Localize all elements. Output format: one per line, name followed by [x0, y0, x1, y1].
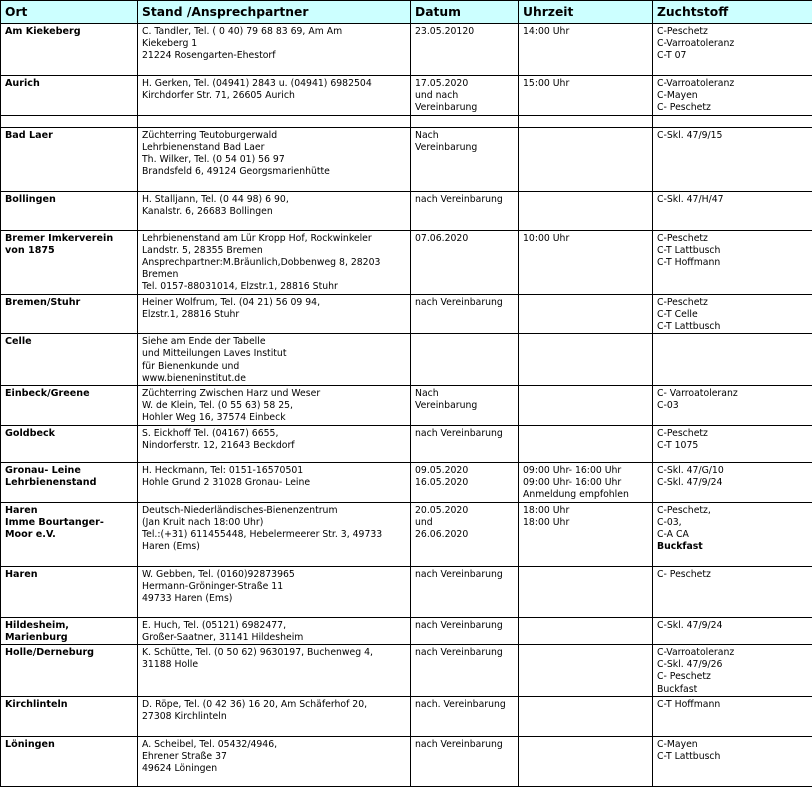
cell-zuchtstoff	[653, 566, 812, 617]
zuchtstoff-text: C-Skl. 47/G/10 C-Skl. 47/9/24	[657, 464, 724, 488]
cell-ort	[1, 230, 138, 294]
cell-stand	[138, 76, 411, 116]
table-row	[1, 462, 812, 502]
ort-text: Haren Imme Bourtanger- Moor e.V.	[5, 504, 104, 541]
cell-ort	[1, 386, 138, 426]
ort-text: Aurich	[5, 78, 40, 89]
cell-ort	[1, 696, 138, 736]
cell-zuchtstoff	[653, 696, 812, 736]
cell-uhrzeit	[519, 502, 653, 566]
stand-text: E. Huch, Tel. (05121) 6982477, Großer-Saatner, 31141 Hildesheim	[142, 619, 304, 643]
cell-stand	[138, 696, 411, 736]
zuchtstoff-bold-text: Buckfast	[657, 541, 703, 553]
cell-uhrzeit	[519, 566, 653, 617]
ort-text: Einbeck/Greene	[5, 388, 90, 400]
cell-datum	[411, 736, 519, 786]
datum-text: 17.05.2020 und nach Vereinbarung	[415, 78, 478, 114]
cell-ort	[1, 294, 138, 334]
zuchtstoff-text: C-Peschetz C-T Celle C-T Lattbusch	[657, 296, 721, 333]
table-row	[1, 696, 812, 736]
zuchtstoff-text: C-Peschetz C-T Lattbusch C-T Hoffmann	[657, 232, 721, 269]
ort-text: Gronau- Leine Lehrbienenstand	[5, 464, 97, 488]
table-row	[1, 127, 812, 191]
datum-text: 23.05.20120	[415, 26, 475, 37]
stand-text: D. Röpe, Tel. (0 42 36) 16 20, Am Schäferhof 20, 27308 Kirchlinteln	[142, 698, 368, 723]
table-row	[1, 115, 812, 127]
cell-datum	[411, 386, 519, 426]
cell-uhrzeit	[519, 696, 653, 736]
cell-datum	[411, 127, 519, 191]
cell-zuchtstoff	[653, 76, 812, 116]
ort-text: Bremer Imkerverein von 1875	[5, 232, 114, 256]
cell-uhrzeit	[519, 127, 653, 191]
cell-stand	[138, 294, 411, 334]
cell-stand	[138, 736, 411, 786]
header-datum: Datum	[411, 1, 519, 24]
header-stand: Stand /Ansprechpartner	[138, 1, 411, 24]
uhrzeit-text: 15:00 Uhr	[523, 78, 570, 89]
table-row	[1, 645, 812, 697]
cell-zuchtstoff	[653, 294, 812, 334]
cell-zuchtstoff	[653, 462, 812, 502]
datum-text: Nach Vereinbarung	[415, 129, 478, 153]
header-zuchtstoff: Zuchtstoff	[653, 1, 812, 24]
ort-text: Löningen	[5, 738, 55, 750]
cell-datum	[411, 462, 519, 502]
table-row	[1, 230, 812, 294]
zuchtstoff-text: C-T Hoffmann	[657, 698, 721, 710]
cell-uhrzeit	[519, 191, 653, 230]
cell-datum	[411, 696, 519, 736]
datum-text: 09.05.2020 16.05.2020	[415, 464, 469, 488]
cell-uhrzeit	[519, 294, 653, 334]
ort-text: Bremen/Stuhr	[5, 296, 81, 308]
zuchtstoff-text: C-Skl. 47/H/47	[657, 193, 724, 205]
ort-text: Am Kiekeberg	[5, 26, 81, 37]
zuchtstoff-text: C-Peschetz, C-03, C-A CA	[657, 504, 711, 541]
table-row	[1, 191, 812, 230]
zuchtstoff-text: C-Varroatoleranz C-Skl. 47/9/26 C- Peschetz Buckfast	[657, 647, 735, 695]
stand-text: H. Stalljann, Tel. (0 44 98) 6 90, Kanalstr. 6, 26683 Bollingen	[142, 193, 289, 217]
cell-ort	[1, 502, 138, 566]
datum-text: 20.05.2020 und 26.06.2020	[415, 504, 469, 541]
zuchtstoff-text: C-Skl. 47/9/15	[657, 129, 723, 141]
header-uhrzeit: Uhrzeit	[519, 1, 653, 24]
cell-datum	[411, 76, 519, 116]
cell-uhrzeit	[519, 76, 653, 116]
table-row	[1, 736, 812, 786]
ort-text: Hildesheim, Marienburg	[5, 619, 69, 643]
cell-ort	[1, 736, 138, 786]
ort-text: Goldbeck	[5, 427, 56, 439]
datum-text: nach Vereinbarung	[415, 619, 503, 631]
datum-text: nach Vereinbarung	[415, 647, 503, 659]
cell-ort	[1, 115, 138, 127]
uhrzeit-text: 10:00 Uhr	[523, 232, 570, 244]
cell-uhrzeit	[519, 334, 653, 386]
datum-text: nach Vereinbarung	[415, 568, 503, 580]
header-row	[1, 1, 812, 24]
cell-stand	[138, 386, 411, 426]
cell-stand	[138, 502, 411, 566]
cell-stand	[138, 645, 411, 697]
datum-text: nach Vereinbarung	[415, 193, 503, 205]
datum-text: nach. Vereinbarung	[415, 698, 506, 710]
cell-zuchtstoff	[653, 191, 812, 230]
table-row	[1, 24, 812, 76]
stand-text: W. Gebben, Tel. (0160)92873965 Hermann-Gröninger-Straße 11 49733 Haren (Ems)	[142, 568, 295, 605]
cell-ort	[1, 24, 138, 76]
cell-ort	[1, 645, 138, 697]
cell-stand	[138, 462, 411, 502]
zuchtstoff-text: C- Varroatoleranz C-03	[657, 388, 738, 412]
stand-text: S. Eickhoff Tel. (04167) 6655, Nindorferstr. 12, 21643 Beckdorf	[142, 427, 295, 451]
cell-zuchtstoff	[653, 502, 812, 566]
stand-text: H. Gerken, Tel. (04941) 2843 u. (04941) 6982504 Kirchdorfer Str. 71, 26605 Aurich	[142, 78, 372, 102]
cell-stand	[138, 425, 411, 462]
ort-text: Bad Laer	[5, 129, 53, 141]
datum-text: Nach Vereinbarung	[415, 388, 478, 412]
cell-zuchtstoff	[653, 425, 812, 462]
stand-text: Züchterring Teutoburgerwald Lehrbienenstand Bad Laer Th. Wilker, Tel. (0 54 01) 56 97 Brandsfeld 6, 49124 Georgsmarienhütte	[142, 129, 330, 178]
cell-ort	[1, 334, 138, 386]
header-ort: Ort	[1, 1, 138, 24]
uhrzeit-text: 14:00 Uhr	[523, 26, 570, 37]
cell-uhrzeit	[519, 230, 653, 294]
stand-text: Deutsch-Niederländisches-Bienenzentrum (Jan Kruit nach 18:00 Uhr) Tel.:(+31) 611455448, Hebelermeerer Str. 3, 49733 Haren (Ems)	[142, 504, 383, 553]
ort-text: Haren	[5, 568, 38, 580]
table-row	[1, 502, 812, 566]
stand-text: C. Tandler, Tel. ( 0 40) 79 68 83 69, Am Am Kiekeberg 1 21224 Rosengarten-Ehestorf	[142, 26, 343, 62]
cell-stand	[138, 566, 411, 617]
table-row	[1, 386, 812, 426]
uhrzeit-text: 09:00 Uhr- 16:00 Uhr 09:00 Uhr- 16:00 Uhr Anmeldung empfohlen	[523, 464, 629, 501]
cell-uhrzeit	[519, 115, 653, 127]
table-row	[1, 76, 812, 116]
stand-text: H. Heckmann, Tel: 0151-16570501 Hohle Grund 2 31028 Gronau- Leine	[142, 464, 311, 488]
table-row	[1, 334, 812, 386]
cell-zuchtstoff	[653, 645, 812, 697]
cell-zuchtstoff	[653, 230, 812, 294]
cell-ort	[1, 425, 138, 462]
datum-text: nach Vereinbarung	[415, 738, 503, 750]
cell-uhrzeit	[519, 425, 653, 462]
table-row	[1, 617, 812, 644]
cell-stand	[138, 24, 411, 76]
table-row	[1, 425, 812, 462]
table-row	[1, 294, 812, 334]
cell-ort	[1, 76, 138, 116]
zuchtstoff-text: C-Skl. 47/9/24	[657, 619, 723, 631]
cell-datum	[411, 617, 519, 644]
stand-text: A. Scheibel, Tel. 05432/4946, Ehrener Straße 37 49624 Löningen	[142, 738, 278, 775]
cell-datum	[411, 294, 519, 334]
ort-text: Holle/Derneburg	[5, 647, 95, 659]
cell-uhrzeit	[519, 645, 653, 697]
zuchtstoff-text: C-Peschetz C-T 1075	[657, 427, 708, 451]
stand-text: Lehrbienenstand am Lür Kropp Hof, Rockwinkeler Landstr. 5, 28355 Bremen Ansprechpartner:M.Bräunlich,Dobbenweg 8, 28203 Bremen Tel. 0157-88031014, Elzstr.1, 28816 Stuhr	[142, 232, 381, 293]
cell-zuchtstoff	[653, 617, 812, 644]
stand-text: Heiner Wolfrum, Tel. (04 21) 56 09 94, Elzstr.1, 28816 Stuhr	[142, 296, 321, 320]
cell-uhrzeit	[519, 462, 653, 502]
cell-ort	[1, 127, 138, 191]
stand-text: K. Schütte, Tel. (0 50 62) 9630197, Buchenweg 4, 31188 Holle	[142, 647, 373, 671]
ort-text: Bollingen	[5, 193, 56, 205]
datum-text: nach Vereinbarung	[415, 296, 503, 308]
cell-zuchtstoff	[653, 334, 812, 386]
cell-stand	[138, 191, 411, 230]
cell-zuchtstoff	[653, 115, 812, 127]
cell-stand	[138, 334, 411, 386]
table-row	[1, 566, 812, 617]
cell-ort	[1, 566, 138, 617]
cell-zuchtstoff	[653, 386, 812, 426]
cell-ort	[1, 191, 138, 230]
cell-datum	[411, 191, 519, 230]
cell-datum	[411, 425, 519, 462]
cell-uhrzeit	[519, 736, 653, 786]
cell-datum	[411, 230, 519, 294]
ort-text: Celle	[5, 336, 32, 348]
cell-zuchtstoff	[653, 24, 812, 76]
cell-datum	[411, 24, 519, 76]
cell-ort	[1, 617, 138, 644]
cell-uhrzeit	[519, 617, 653, 644]
stand-text: Züchterring Zwischen Harz und Weser W. de Klein, Tel. (0 55 63) 58 25, Hohler Weg 16, 37574 Einbeck	[142, 388, 321, 424]
cell-datum	[411, 645, 519, 697]
datum-text: nach Vereinbarung	[415, 427, 503, 439]
cell-ort	[1, 462, 138, 502]
cell-datum	[411, 502, 519, 566]
zuchtstoff-text: C-Mayen C-T Lattbusch	[657, 738, 721, 763]
cell-stand	[138, 617, 411, 644]
stand-text: Siehe am Ende der Tabelle und Mitteilungen Laves Institut für Bienenkunde und www.bieneninstitut.de	[142, 336, 287, 384]
ort-text: Kirchlinteln	[5, 698, 68, 710]
cell-stand	[138, 230, 411, 294]
cell-stand	[138, 115, 411, 127]
cell-datum	[411, 115, 519, 127]
datum-text: 07.06.2020	[415, 232, 469, 244]
cell-stand	[138, 127, 411, 191]
cell-zuchtstoff	[653, 736, 812, 786]
cell-zuchtstoff	[653, 127, 812, 191]
zuchtstoff-text: C-Varroatoleranz C-Mayen C- Peschetz	[657, 78, 735, 114]
zuchtstoff-text: C-Peschetz C-Varroatoleranz C-T 07	[657, 26, 735, 62]
cell-uhrzeit	[519, 386, 653, 426]
cell-uhrzeit	[519, 24, 653, 76]
uhrzeit-text: 18:00 Uhr 18:00 Uhr	[523, 504, 570, 528]
table-body	[1, 24, 812, 787]
cell-datum	[411, 566, 519, 617]
zuchtstoff-text: C- Peschetz	[657, 568, 711, 580]
cell-datum	[411, 334, 519, 386]
